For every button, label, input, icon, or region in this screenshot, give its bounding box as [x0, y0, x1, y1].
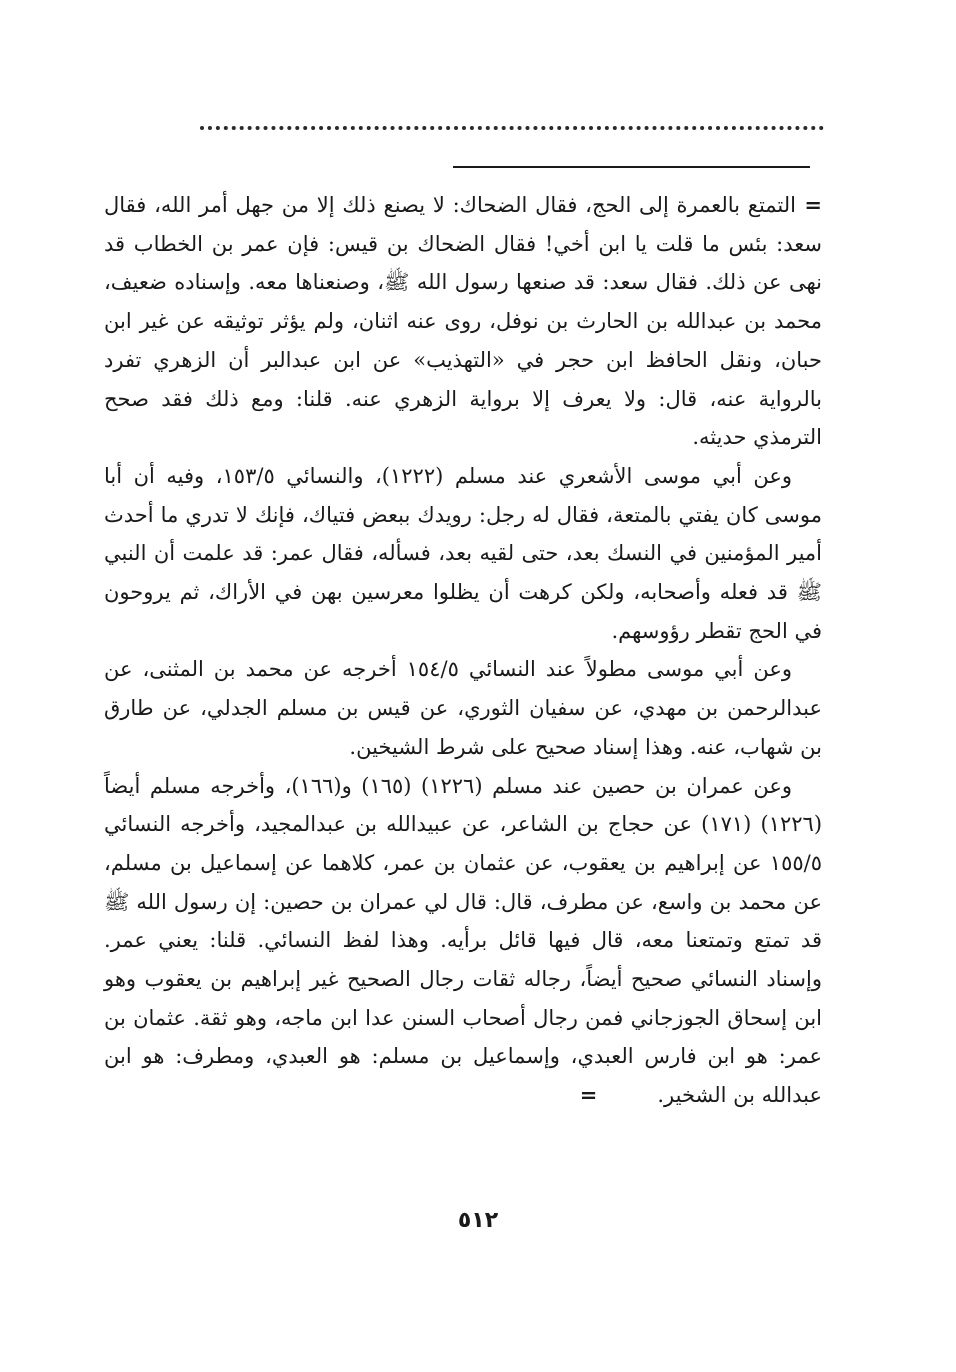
- page-number: ٥١٢: [457, 1208, 499, 1233]
- continuation-end-marker: =: [579, 1082, 598, 1108]
- paragraph-4-text: وعن عمران بن حصين عند مسلم (١٢٢٦) (١٦٥) و(١٦٦)، وأخرجه مسلم أيضاً (١٢٢٦) (١٧١) عن حجاج بن الشاعر، عن عبيدالله بن عبدالمجيد، وأخرجه النسائي ١٥٥/٥ عن إبراهيم بن يعقوب، عن عثمان بن عمر، كلاهما عن إسماعيل بن مسلم، عن محمد بن واسع، عن مطرف، قال: قال لي عمران بن حصين: إن رسول الله ﷺ قد تمتع وتمتعنا معه، قال فيها قائل برأيه. وهذا لفظ النسائي. قلنا: يعني عمر. وإسناد النسائي صحيح أيضاً، رجاله ثقات رجال الصحيح غير إبراهيم بن يعقوب وهو ابن إسحاق الجوزجاني فمن رجال أصحاب السنن عدا ابن ماجه، وهو ثقة. عثمان بن عمر: هو ابن فارس العبدي، وإسماعيل بن مسلم: هو العبدي، ومطرف: هو ابن عبدالله بن الشخير.: [104, 773, 823, 1108]
- paragraph-1-text: التمتع بالعمرة إلى الحج، فقال الضحاك: لا يصنع ذلك إلا من جهل أمر الله، فقال سعد: بئس ما قلت يا ابن أخي! فقال الضحاك بن قيس: فإن عمر بن الخطاب قد نهى عن ذلك. فقال سعد: قد صنعها رسول الله ﷺ، وصنعناها معه. وإسناده ضعيف، محمد بن عبدالله بن الحارث بن نوفل، روى عنه اثنان، ولم يؤثر توثيقه عن غير ابن حبان، ونقل الحافظ ابن حجر في «التهذيب» عن ابن عبدالبر أن الزهري تفرد بالرواية عنه، قال: ولا يعرف إلا برواية الزهري عنه. قلنا: ومع ذلك فقد صحح الترمذي حديثه.: [104, 193, 822, 450]
- paragraph-4: [104, 767, 822, 1115]
- dotted-separator: [200, 126, 824, 140]
- paragraph-2: وعن أبي موسى الأشعري عند مسلم (١٢٢٢)، والنسائي ١٥٣/٥، وفيه أن أبا موسى كان يفتي بالمتعة، فقال له رجل: رويدك ببعض فتياك، فإنك لا تدري ما أحدث أمير المؤمنين في النسك بعد، حتى لقيه بعد، فسأله، فقال عمر: قد علمت أن النبي ﷺ قد فعله وأصحابه، ولكن كرهت أن يظلوا معرسين بهن في الأراك، ثم يروحون في الحج تقطر رؤوسهم.: [104, 463, 822, 643]
- paragraph-3: وعن أبي موسى مطولاً عند النسائي ١٥٤/٥ أخرجه عن محمد بن المثنى، عن عبدالرحمن بن مهدي، عن سفيان الثوري، عن قيس بن مسلم الجدلي، عن طارق بن شهاب، عنه. وهذا إسناد صحيح على شرط الشيخين.: [104, 657, 822, 759]
- footnote-rule: [453, 166, 810, 168]
- continuation-marker: =: [796, 192, 822, 217]
- footnote-body: [104, 186, 822, 1115]
- paragraph-1: [104, 186, 822, 457]
